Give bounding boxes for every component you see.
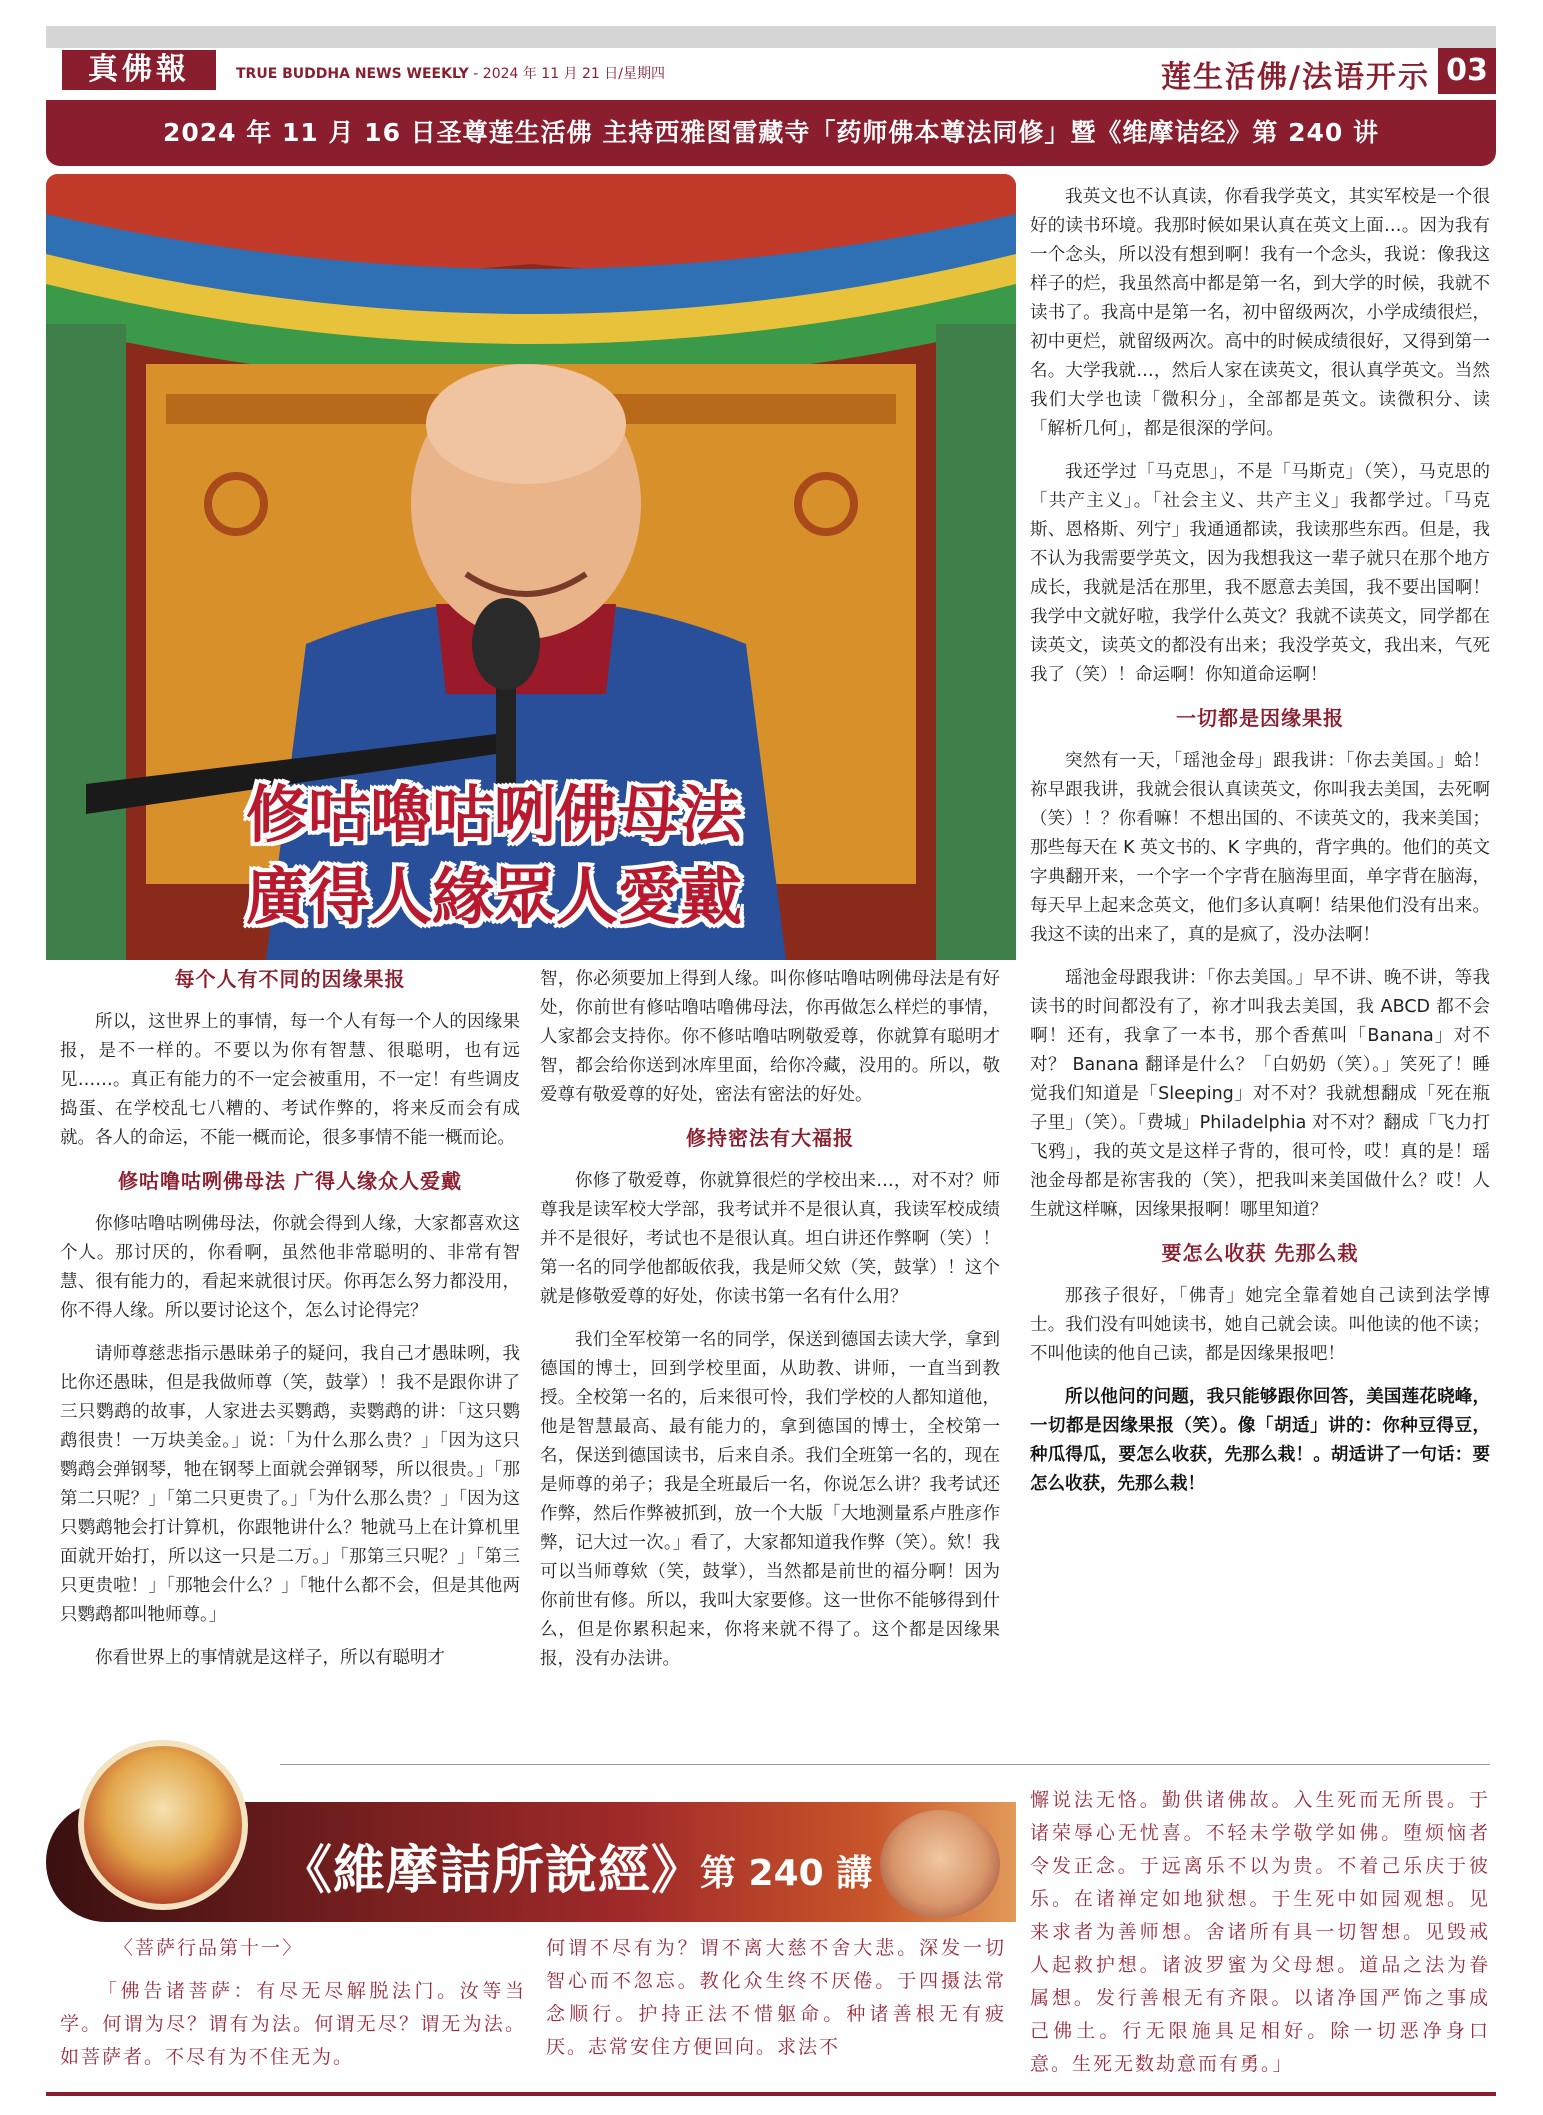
- article-column-1: [60, 965, 520, 1687]
- lecture-number: 第 240 講: [700, 1853, 873, 1894]
- paper-title: TRUE BUDDHA NEWS WEEKLY: [236, 66, 469, 82]
- paragraph: 我英文也不认真读，你看我学英文，其实军校是一个很好的读书环境。我那时候如果认真在英文上面…。因为我有一个念头，所以没有想到啊！我有一个念头，我说：像我这样子的烂，我虽然高中都是第一名，到大学的时候，我就不读书了。我高中是第一名，初中留级两次，小学成绩很烂，初中更烂，就留级两次。高中的时候成绩很好，又得到第一名。大学我就…，然后人家在读英文，很认真学英文。当然我们大学也读「微积分」，全部都是英文。读微积分、读「解析几何」，都是很深的学问。: [1030, 187, 1490, 439]
- scripture-text: 懈说法无恪。勤供诸佛故。入生死而无所畏。于诸荣辱心无忧喜。不轻未学敬学如佛。堕烦恼者令发正念。于远离乐不以为贵。不着己乐庆于彼乐。在诸禅定如地狱想。于生死中如园观想。见来求者为善师想。舍诸所有具一切智想。见毁戒人起救护想。诸波罗蜜为父母想。道品之法为眷属想。发行善根无有齐限。以诸净国严饰之事成己佛土。行无限施具足相好。除一切恶净身口意。生死无数劫意而有勇。」: [1030, 1789, 1490, 2075]
- top-band: [46, 26, 1496, 48]
- divider: [280, 1764, 1490, 1765]
- subheading: 要怎么收获 先那么栽: [1161, 1241, 1359, 1265]
- paragraph: 智，你必须要加上得到人缘。叫你修咕噜咕咧佛母法是有好处，你前世有修咕噜咕噜佛母法，你再做怎么样烂的事情，人家都会支持你。你不修咕噜咕咧敬爱尊，你就算有聪明才智，都会给你送到冰库里面，给你冷藏，没用的。所以，敬爱尊有敬爱尊的好处，密法有密法的好处。: [540, 969, 1000, 1105]
- scripture-column-1: [60, 1932, 526, 2074]
- photo-caption-line2: 廣得人緣眾人愛戴: [246, 860, 743, 933]
- subheading: 修咕噜咕咧佛母法 广得人缘众人爱戴: [118, 1169, 462, 1193]
- scripture-column-3: [1030, 1784, 1490, 2081]
- subheading: 修持密法有大福报: [686, 1126, 854, 1150]
- newspaper-logo: 真佛報: [62, 50, 216, 90]
- scripture-column-2: [546, 1932, 1006, 2064]
- paragraph: 请师尊慈悲指示愚昧弟子的疑问，我自己才愚昧咧，我比你还愚昧，但是我做师尊（笑，鼓掌）！我不是跟你讲了三只鹦鹉的故事，人家进去买鹦鹉，卖鹦鹉的讲：「这只鹦鹉很贵！一万块美金。」说：「为什么那么贵？」「因为这只鹦鹉会弹钢琴，牠在钢琴上面就会弹钢琴，所以很贵。」「那第二只呢？」「第二只更贵了。」「为什么那么贵？」「因为这只鹦鹉牠会打计算机，你跟牠讲什么？牠就马上在计算机里面就开始打，所以这一只是二万。」「那第三只呢？」「第三只更贵啦！」「那牠会什么？」「牠什么都不会，但是其他两只鹦鹉都叫牠师尊。」: [60, 1344, 520, 1625]
- paragraph: 那孩子很好，「佛青」她完全靠着她自己读到法学博士。我们没有叫她读书，她自己就会读。叫他读的他不读；不叫他读的他自己读，都是因缘果报吧！: [1030, 1286, 1490, 1364]
- paragraph: 你看世界上的事情就是这样子，所以有聪明才: [95, 1648, 445, 1668]
- paper-name: [236, 63, 665, 83]
- photo-caption: [246, 774, 742, 938]
- paragraph: 我还学过「马克思」，不是「马斯克」（笑），马克思的「共产主义」。「社会主义、共产主义」我都学过。「马克斯、恩格斯、列宁」我通通都读，我读那些东西。但是，我不认为我需要学英文，因为我想我这一辈子就只在那个地方成长，我就是活在那里，我不愿意去美国，我不要出国啊！我学中文就好啦，我学什么英文？我就不读英文，同学都在读英文，读英文的都没有出来；我没学英文，我出来，气死我了（笑）！命运啊！你知道命运啊！: [1030, 462, 1490, 685]
- paragraph: 我们全军校第一名的同学，保送到德国去读大学，拿到德国的博士，回到学校里面，从助教、讲师，一直当到教授。全校第一名的，后来很可怜，我们学校的人都知道他，他是智慧最高、最有能力的，拿到德国的博士，全校第一名，保送到德国读书，后来自杀。我们全班第一名的，现在是师尊的弟子；我是全班最后一名，你说怎么讲？我考试还作弊，然后作弊被抓到，放一个大版「大地测量系卢胜彦作弊，记大过一次。」看了，大家都知道我作弊（笑）。欸！我可以当师尊欸（笑，鼓掌），当然都是前世的福分啊！因为你前世有修。所以，我叫大家要修。这一世你不能够得到什么，但是你累积起来，你将来就不得了。这个都是因缘果报，没有办法讲。: [540, 1330, 1000, 1669]
- page-number: 03: [1438, 48, 1496, 94]
- scripture-text: 何谓不尽有为？谓不离大慈不舍大悲。深发一切智心而不忽忘。教化众生终不厌倦。于四摄法常念顺行。护持正法不惜躯命。种诸善根无有疲厌。志常安住方便回向。求法不: [546, 1937, 1006, 2058]
- vimalakirti-portrait: [78, 1740, 248, 1910]
- paragraph: 所以，这世界上的事情，每一个人有每一个人的因缘果报，是不一样的。不要以为你有智慧、很聪明，也有远见……。真正有能力的不一定会被重用，不一定！有些调皮捣蛋、在学校乱七八糟的、考试作弊的，将来反而会有成就。各人的命运，不能一概而论，很多事情不能一概而论。: [60, 1012, 520, 1148]
- closing-paragraph: 所以他问的问题，我只能够跟你回答，美国莲花晓峰，一切都是因缘果报（笑）。像「胡适」讲的：你种豆得豆，种瓜得瓜，要怎么收获，先那么栽！。胡适讲了一句话：要怎么收获，先那么栽！: [1030, 1387, 1490, 1494]
- subheading: 一切都是因缘果报: [1176, 706, 1344, 730]
- scripture-text: 「佛告诸菩萨：有尽无尽解脱法门。汝等当学。何谓为尽？谓有为法。何谓无尽？谓无为法。如菩萨者。不尽有为不住无为。: [60, 1980, 526, 2068]
- article-column-3: [1030, 183, 1490, 1513]
- paragraph: 瑶池金母跟我讲：「你去美国。」早不讲、晚不讲，等我读书的时间都没有了，祢才叫我去美国，我 ABCD 都不会啊！还有，我拿了一本书，那个香蕉叫「Banana」对不对？ Banana 翻译是什么？「白奶奶（笑）。」笑死了！睡觉我们知道是「Sleeping」对不对？我就想翻成「死在瓶子里」（笑）。「费城」Philadelphia 对不对？翻成「飞力打飞鸦」，我的英文是这样子背的，很可怜，哎！真的是！瑶池金母都是祢害我的（笑），把我叫来美国做什么？哎！人生就这样嘛，因缘果报啊！哪里知道？: [1030, 968, 1490, 1220]
- chapter-title: 〈菩萨行品第十一〉: [114, 1937, 304, 1959]
- bottom-rule: [46, 2092, 1496, 2096]
- masthead: [46, 48, 1496, 94]
- paragraph: 你修了敬爱尊，你就算很烂的学校出来…，对不对？师尊我是读军校大学部，我考试并不是很认真，我读军校成绩并不是很好，考试也不是很认真。坦白讲还作弊啊（笑）！第一名的同学他都皈依我，我是师父欸（笑，鼓掌）！这个就是修敬爱尊的好处，你读书第一名有什么用？: [540, 1171, 1000, 1307]
- headline: 2024 年 11 月 16 日圣尊莲生活佛 主持西雅图雷藏寺「药师佛本尊法同修」暨《维摩诘经》第 240 讲: [46, 100, 1496, 166]
- paragraph: 突然有一天，「瑶池金母」跟我讲：「你去美国。」蛤！祢早跟我讲，我就会很认真读英文，你叫我去美国，去死啊（笑）！？你看嘛！不想出国的、不读英文的，我来美国；那些每天在 K 英文书的、K 字典的，背字典的。他们的英文字典翻开来，一个字一个字背在脑海里面，单字背在脑海，每天早上起来念英文，他们多认真啊！结果他们没有出来。我这不读的出来了，真的是疯了，没办法啊！: [1030, 751, 1490, 945]
- sutra-title: 《維摩詰所說經》: [280, 1840, 705, 1901]
- article-column-2: [540, 965, 1000, 1688]
- paragraph: 你修咕噜咕咧佛母法，你就会得到人缘，大家都喜欢这个人。那讨厌的，你看啊，虽然他非常聪明的、非常有智慧、很有能力的，看起来就很讨厌。你再怎么努力都没用，你不得人缘。所以要讨论这个，怎么讨论得完？: [60, 1214, 520, 1321]
- master-portrait: [880, 1810, 1000, 1918]
- issue-date: - 2024 年 11 月 21 日/星期四: [468, 66, 666, 82]
- section-title: 莲生活佛/法语开示: [1161, 60, 1430, 95]
- subheading: 每个人有不同的因缘果报: [174, 967, 406, 991]
- photo-caption-line1: 修咕嚕咕咧佛母法: [246, 778, 743, 851]
- lead-photo: [46, 174, 1016, 960]
